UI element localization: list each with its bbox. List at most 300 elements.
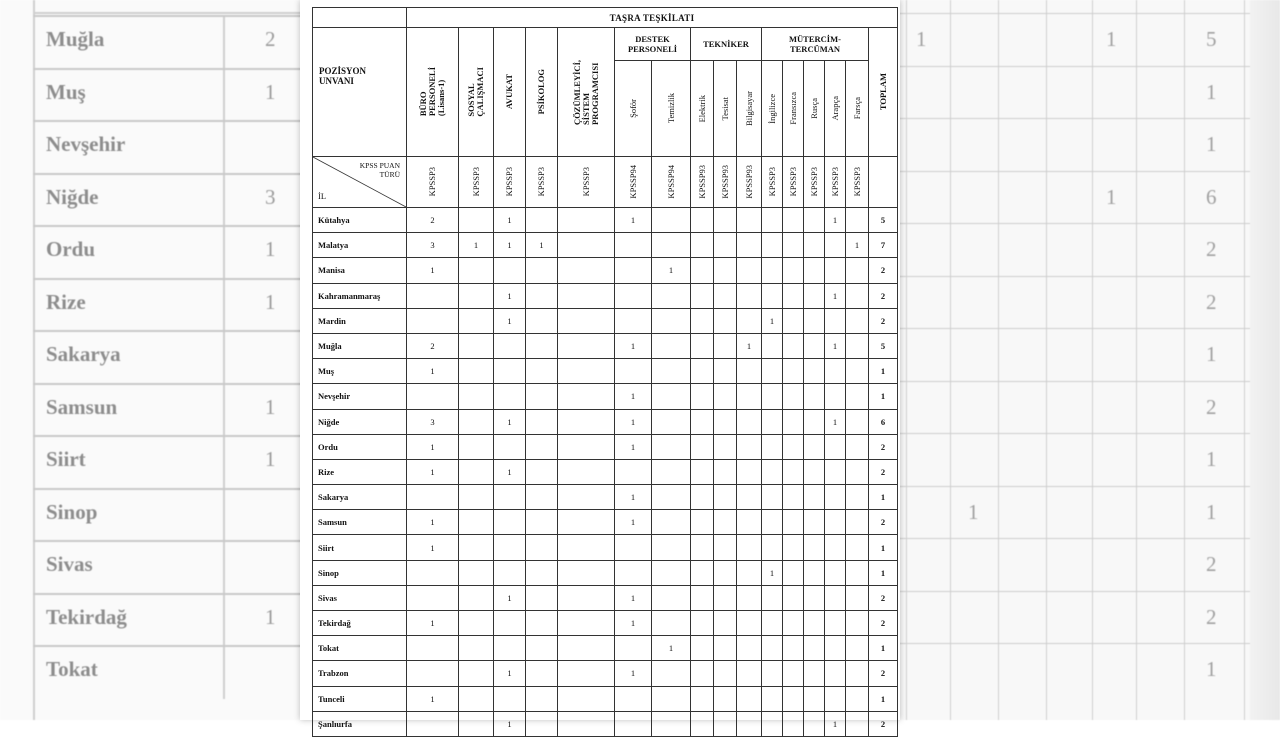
table-row	[313, 409, 898, 434]
count-cell: 1	[615, 208, 652, 233]
count-cell	[804, 585, 825, 610]
col-head-psikolog: PSİKOLOG	[526, 28, 558, 157]
count-cell	[459, 308, 494, 333]
count-cell	[526, 409, 558, 434]
bg-right-vline	[1046, 0, 1047, 720]
col-head-sosyal: SOSYAL ÇALIŞMACI	[459, 28, 494, 157]
count-cell	[825, 636, 846, 661]
count-cell	[459, 686, 494, 711]
bg-left-row	[33, 278, 313, 332]
count-cell	[737, 686, 762, 711]
total-cell: 2	[869, 711, 898, 736]
count-cell	[762, 661, 783, 686]
province-name: Sakarya	[313, 485, 407, 510]
count-cell	[526, 459, 558, 484]
count-cell	[558, 510, 615, 535]
count-cell: 1	[494, 233, 526, 258]
count-cell	[558, 585, 615, 610]
bg-province-name: Siirt	[46, 447, 86, 471]
count-cell	[652, 283, 691, 308]
count-cell	[846, 711, 869, 736]
document-page	[300, 0, 900, 729]
bg-province-value: 1	[265, 79, 276, 104]
count-cell	[652, 333, 691, 358]
count-cell	[783, 333, 804, 358]
count-cell	[526, 636, 558, 661]
kpss-type-cell: KPSSP3	[526, 157, 558, 208]
count-cell	[558, 636, 615, 661]
province-name: Malatya	[313, 233, 407, 258]
col-head-ingilizce: İngilizce	[762, 61, 783, 157]
count-cell: 1	[615, 585, 652, 610]
bg-left-row	[33, 383, 313, 437]
table-row	[313, 333, 898, 358]
count-cell	[714, 711, 737, 736]
bg-left-divider	[223, 490, 225, 542]
count-cell: 1	[825, 283, 846, 308]
bg-right-value: 1	[916, 27, 927, 51]
count-cell	[783, 233, 804, 258]
count-cell	[846, 283, 869, 308]
count-cell: 1	[615, 611, 652, 636]
background-right-strip	[898, 0, 1280, 720]
count-cell	[558, 208, 615, 233]
bg-right-value: 2	[1206, 604, 1217, 629]
count-cell	[691, 409, 714, 434]
bg-right-value: 1	[968, 499, 979, 524]
count-cell: 1	[737, 333, 762, 358]
bg-province-name: Muğla	[46, 27, 105, 51]
count-cell	[737, 585, 762, 610]
count-cell	[825, 686, 846, 711]
count-cell	[714, 208, 737, 233]
count-cell	[825, 535, 846, 560]
count-cell	[737, 459, 762, 484]
count-cell	[558, 233, 615, 258]
count-cell	[526, 535, 558, 560]
bg-right-hline	[898, 591, 1280, 592]
count-cell	[783, 308, 804, 333]
count-cell	[783, 611, 804, 636]
count-cell	[691, 208, 714, 233]
count-cell	[407, 560, 459, 585]
count-cell	[762, 459, 783, 484]
count-cell	[762, 585, 783, 610]
bg-left-row	[33, 15, 313, 69]
count-cell	[407, 283, 459, 308]
count-cell	[714, 510, 737, 535]
kpss-type-label: KPSS PUAN TÜRÜ	[359, 161, 400, 179]
bg-left-divider	[223, 17, 225, 69]
count-cell	[652, 308, 691, 333]
bg-left-divider	[223, 385, 225, 437]
background-left-strip	[0, 0, 310, 720]
bg-left-divider	[223, 595, 225, 647]
kpss-type-cell: KPSSP3	[459, 157, 494, 208]
bg-left-divider	[223, 227, 225, 279]
province-name: Siirt	[313, 535, 407, 560]
count-cell	[652, 208, 691, 233]
count-cell	[762, 611, 783, 636]
count-cell: 1	[652, 258, 691, 283]
kpss-type-cell: KPSSP94	[615, 157, 652, 208]
count-cell	[825, 485, 846, 510]
province-name: Ordu	[313, 434, 407, 459]
count-cell: 1	[615, 661, 652, 686]
count-cell	[558, 535, 615, 560]
count-cell	[714, 485, 737, 510]
bg-province-name: Muş	[46, 79, 86, 104]
count-cell	[526, 359, 558, 384]
bg-right-vline	[1244, 0, 1245, 720]
count-cell	[804, 208, 825, 233]
count-cell	[615, 459, 652, 484]
count-cell	[691, 510, 714, 535]
count-cell	[407, 636, 459, 661]
count-cell	[558, 258, 615, 283]
count-cell	[526, 384, 558, 409]
count-cell	[762, 636, 783, 661]
count-cell	[615, 535, 652, 560]
bg-province-name: Sinop	[46, 499, 98, 524]
bg-right-value: 2	[1206, 289, 1217, 314]
count-cell	[804, 333, 825, 358]
count-cell	[783, 459, 804, 484]
count-cell	[691, 636, 714, 661]
kpss-type-cell: KPSSP93	[737, 157, 762, 208]
total-cell: 2	[869, 459, 898, 484]
bg-left-row	[33, 488, 313, 542]
province-name: Rize	[313, 459, 407, 484]
count-cell	[615, 308, 652, 333]
table-row	[313, 711, 898, 736]
count-cell	[737, 258, 762, 283]
table-row	[313, 535, 898, 560]
count-cell	[762, 283, 783, 308]
table-row	[313, 233, 898, 258]
kpss-type-cell: KPSSP3	[825, 157, 846, 208]
total-cell: 6	[869, 409, 898, 434]
table-row	[313, 384, 898, 409]
bg-right-value: 1	[1206, 657, 1217, 681]
total-cell: 2	[869, 258, 898, 283]
bg-province-name: Tokat	[46, 657, 98, 681]
count-cell	[558, 359, 615, 384]
bg-province-name: Samsun	[46, 394, 118, 419]
bg-right-value: 1	[1106, 184, 1117, 209]
count-cell	[737, 711, 762, 736]
count-cell: 1	[825, 711, 846, 736]
bg-province-name: Ordu	[46, 237, 96, 261]
kpss-type-cell: KPSSP93	[691, 157, 714, 208]
count-cell	[691, 485, 714, 510]
count-cell: 1	[494, 409, 526, 434]
count-cell	[526, 585, 558, 610]
count-cell	[459, 711, 494, 736]
bg-province-value: 1	[265, 394, 276, 419]
count-cell: 1	[615, 333, 652, 358]
bg-right-value: 6	[1206, 184, 1217, 209]
count-cell	[846, 434, 869, 459]
col-head-sofor: Şoför	[615, 61, 652, 157]
count-cell	[846, 585, 869, 610]
total-cell: 2	[869, 434, 898, 459]
bg-left-divider	[223, 437, 225, 489]
bg-left-row	[33, 435, 313, 489]
count-cell: 1	[652, 636, 691, 661]
count-cell	[652, 510, 691, 535]
count-cell	[783, 661, 804, 686]
count-cell	[494, 636, 526, 661]
count-cell	[691, 535, 714, 560]
count-cell	[804, 661, 825, 686]
bg-left-divider	[223, 332, 225, 384]
kpss-type-cell: KPSSP3	[783, 157, 804, 208]
count-cell	[783, 585, 804, 610]
bg-right-hline	[898, 486, 1280, 487]
count-cell	[691, 258, 714, 283]
count-cell: 1	[407, 258, 459, 283]
count-cell	[652, 434, 691, 459]
count-cell: 1	[825, 208, 846, 233]
bg-left-row	[33, 593, 313, 647]
bg-right-hline	[898, 66, 1280, 67]
bg-right-hline	[898, 433, 1280, 434]
count-cell	[737, 233, 762, 258]
bg-province-value: 2	[265, 27, 276, 51]
province-name: Samsun	[313, 510, 407, 535]
table-row	[313, 585, 898, 610]
bg-right-value: 2	[1206, 552, 1217, 576]
table-row	[313, 283, 898, 308]
count-cell	[459, 333, 494, 358]
count-cell	[494, 258, 526, 283]
count-cell	[783, 409, 804, 434]
count-cell: 1	[407, 611, 459, 636]
count-cell	[526, 485, 558, 510]
table-row	[313, 510, 898, 535]
count-cell: 1	[494, 661, 526, 686]
kpss-total-cell	[869, 157, 898, 208]
count-cell: 1	[459, 233, 494, 258]
count-cell	[737, 535, 762, 560]
table-row	[313, 459, 898, 484]
count-cell	[558, 560, 615, 585]
col-head-tesisat: Tesisat	[714, 61, 737, 157]
count-cell	[825, 585, 846, 610]
bg-left-divider	[223, 175, 225, 227]
count-cell	[526, 510, 558, 535]
count-cell	[783, 485, 804, 510]
count-cell	[407, 711, 459, 736]
count-cell	[737, 283, 762, 308]
bg-province-name: Sivas	[46, 552, 93, 576]
count-cell	[526, 611, 558, 636]
count-cell: 1	[407, 510, 459, 535]
count-cell	[714, 233, 737, 258]
bg-province-value: 1	[265, 447, 276, 471]
count-cell	[459, 409, 494, 434]
count-cell	[804, 510, 825, 535]
count-cell	[494, 686, 526, 711]
count-cell: 1	[825, 333, 846, 358]
count-cell	[526, 711, 558, 736]
count-cell	[783, 384, 804, 409]
bg-right-vline	[906, 0, 907, 720]
count-cell	[558, 711, 615, 736]
bg-right-value: 1	[1206, 132, 1217, 156]
count-cell	[526, 208, 558, 233]
count-cell: 1	[615, 434, 652, 459]
total-cell: 2	[869, 283, 898, 308]
count-cell: 1	[615, 409, 652, 434]
count-cell	[846, 333, 869, 358]
count-cell	[825, 510, 846, 535]
count-cell	[526, 333, 558, 358]
province-name: Muğla	[313, 333, 407, 358]
count-cell	[762, 208, 783, 233]
count-cell	[825, 459, 846, 484]
count-cell	[691, 308, 714, 333]
bg-right-hline	[898, 328, 1280, 329]
table-row	[313, 560, 898, 585]
bg-right-hline	[898, 381, 1280, 382]
col-head-buro: BÜRO PERSONELİ (Lisans-1)	[407, 28, 459, 157]
count-cell	[615, 686, 652, 711]
count-cell	[691, 359, 714, 384]
province-name: Nevşehir	[313, 384, 407, 409]
bg-province-value: 1	[265, 237, 276, 261]
bg-province-value: 3	[265, 184, 276, 209]
count-cell	[407, 308, 459, 333]
count-cell	[652, 233, 691, 258]
count-cell	[825, 359, 846, 384]
bg-right-hline	[898, 223, 1280, 224]
province-name: Tekirdağ	[313, 611, 407, 636]
count-cell	[691, 283, 714, 308]
count-cell	[825, 308, 846, 333]
bg-right-value: 5	[1206, 27, 1217, 51]
total-cell: 2	[869, 308, 898, 333]
bg-right-value: 1	[1106, 27, 1117, 51]
count-cell	[804, 283, 825, 308]
col-head-avukat: AVUKAT	[494, 28, 526, 157]
province-name: Mardin	[313, 308, 407, 333]
count-cell	[459, 535, 494, 560]
count-cell	[615, 560, 652, 585]
group-tekniker: TEKNİKER	[691, 28, 762, 61]
count-cell: 2	[407, 208, 459, 233]
count-cell	[652, 686, 691, 711]
province-name: Sivas	[313, 585, 407, 610]
count-cell	[652, 459, 691, 484]
count-cell	[615, 636, 652, 661]
col-head-fransizca: Fransızca	[783, 61, 804, 157]
table-row	[313, 258, 898, 283]
count-cell	[494, 434, 526, 459]
bg-left-divider	[223, 542, 225, 594]
count-cell: 1	[494, 283, 526, 308]
count-cell	[652, 535, 691, 560]
count-cell	[652, 560, 691, 585]
count-cell	[459, 283, 494, 308]
count-cell	[804, 535, 825, 560]
province-name: Tunceli	[313, 686, 407, 711]
bg-right-hline	[898, 13, 1280, 14]
province-name: Niğde	[313, 409, 407, 434]
count-cell	[526, 661, 558, 686]
count-cell	[459, 611, 494, 636]
count-cell	[691, 711, 714, 736]
count-cell	[737, 510, 762, 535]
table-row	[313, 208, 898, 233]
count-cell	[804, 560, 825, 585]
count-cell	[846, 258, 869, 283]
count-cell	[737, 485, 762, 510]
count-cell	[804, 359, 825, 384]
province-name: Kütahya	[313, 208, 407, 233]
total-cell: 1	[869, 485, 898, 510]
bg-right-vline	[1184, 0, 1185, 720]
count-cell	[494, 359, 526, 384]
col-head-farsca: Farsça	[846, 61, 869, 157]
count-cell	[407, 485, 459, 510]
count-cell: 1	[494, 208, 526, 233]
count-cell	[804, 636, 825, 661]
count-cell	[737, 308, 762, 333]
count-cell: 1	[407, 434, 459, 459]
count-cell	[846, 560, 869, 585]
count-cell	[407, 384, 459, 409]
col-head-toplam: TOPLAM	[869, 28, 898, 157]
col-head-elektrik: Elektrik	[691, 61, 714, 157]
bg-right-hline	[898, 276, 1280, 277]
count-cell	[846, 510, 869, 535]
count-cell	[652, 611, 691, 636]
bg-right-value: 2	[1206, 237, 1217, 261]
bg-province-name: Rize	[46, 289, 86, 314]
kpss-type-cell: KPSSP3	[558, 157, 615, 208]
count-cell	[762, 409, 783, 434]
total-cell: 1	[869, 535, 898, 560]
count-cell: 1	[526, 233, 558, 258]
kpss-type-cell: KPSSP3	[494, 157, 526, 208]
count-cell	[691, 384, 714, 409]
bg-left-divider	[223, 647, 225, 699]
bg-right-hline	[898, 118, 1280, 119]
bg-right-value: 1	[1206, 79, 1217, 104]
bg-left-row	[33, 68, 313, 122]
count-cell	[846, 485, 869, 510]
count-cell	[846, 359, 869, 384]
count-cell	[825, 384, 846, 409]
count-cell	[615, 283, 652, 308]
count-cell	[804, 459, 825, 484]
count-cell	[558, 409, 615, 434]
count-cell	[762, 434, 783, 459]
count-cell: 2	[407, 333, 459, 358]
count-cell	[783, 510, 804, 535]
count-cell	[691, 661, 714, 686]
bg-right-hline	[898, 538, 1280, 539]
count-cell	[459, 359, 494, 384]
count-cell	[846, 686, 869, 711]
count-cell	[846, 208, 869, 233]
count-cell	[714, 459, 737, 484]
count-cell	[714, 333, 737, 358]
count-cell	[459, 510, 494, 535]
count-cell	[825, 560, 846, 585]
